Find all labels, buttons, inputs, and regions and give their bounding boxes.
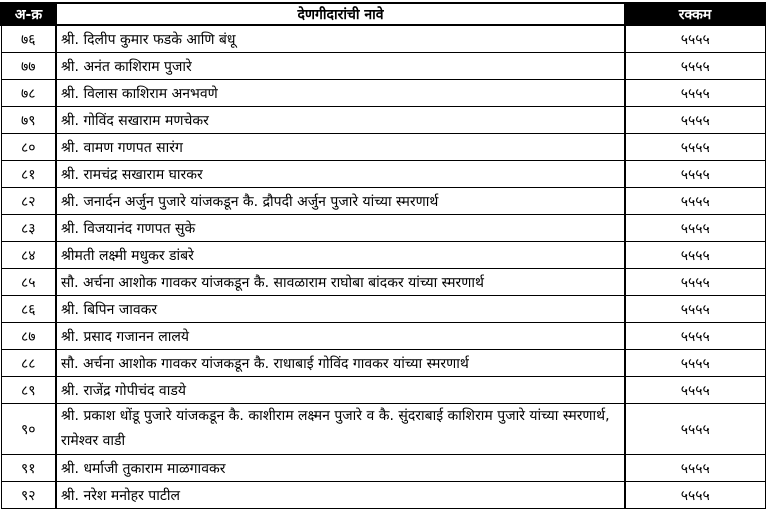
row-number: ७८ xyxy=(1,80,56,107)
donation-amount: ५५५५ xyxy=(625,242,765,269)
donation-amount: ५५५५ xyxy=(625,269,765,296)
donation-amount: ५५५५ xyxy=(625,323,765,350)
row-number: ८७ xyxy=(1,323,56,350)
donor-name: श्री. वामण गणपत सारंग xyxy=(56,134,625,161)
donor-name: श्री. रामचंद्र सखाराम घारकर xyxy=(56,161,625,188)
donor-name: श्री. राजेंद्र गोपीचंद वाडये xyxy=(56,377,625,404)
donation-amount: ५५५५ xyxy=(625,215,765,242)
row-number: ८५ xyxy=(1,269,56,296)
donation-amount: ५५५५ xyxy=(625,53,765,80)
donor-name: श्री. अनंत काशिराम पुजारे xyxy=(56,53,625,80)
header-number: अ-क्र xyxy=(1,3,56,25)
donation-amount: ५५५५ xyxy=(625,80,765,107)
table-row xyxy=(1,350,765,377)
row-number: ७६ xyxy=(1,25,56,53)
donor-name: श्री. प्रसाद गजानन लालये xyxy=(56,323,625,350)
table-row xyxy=(1,188,765,215)
table-row xyxy=(1,161,765,188)
table-row xyxy=(1,242,765,269)
header-amount: रक्कम xyxy=(625,3,765,25)
table-row xyxy=(1,25,765,53)
donation-amount: ५५५५ xyxy=(625,107,765,134)
table-row xyxy=(1,80,765,107)
donation-amount: ५५५५ xyxy=(625,134,765,161)
donation-amount: ५५५५ xyxy=(625,482,765,509)
donation-amount: ५५५५ xyxy=(625,188,765,215)
row-number: ८१ xyxy=(1,161,56,188)
header-names: देणगीदारांची नावे xyxy=(56,3,625,25)
donor-name: सौ. अर्चना आशोक गावकर यांजकडून कै. सावळाराम राघोबा बांदकर यांच्या स्मरणार्थ xyxy=(56,269,625,296)
header-row xyxy=(1,3,765,25)
row-number: ८३ xyxy=(1,215,56,242)
donor-name: श्री. विजयानंद गणपत सुके xyxy=(56,215,625,242)
row-number: ९० xyxy=(1,404,56,455)
donor-name: श्री. गोविंद सखाराम मणचेकर xyxy=(56,107,625,134)
row-number: ७९ xyxy=(1,107,56,134)
table-row xyxy=(1,107,765,134)
donor-name: श्री. प्रकाश धोंडू पुजारे यांजकडून कै. काशीराम लक्ष्मन पुजारे व कै. सुंदराबाई काशिराम पुजारे यांच्या स्मरणार्थ, रामेश्वर वाडी xyxy=(56,404,625,455)
table-row xyxy=(1,215,765,242)
donation-amount: ५५५५ xyxy=(625,377,765,404)
donation-amount: ५५५५ xyxy=(625,404,765,455)
donor-name: श्री. नरेश मनोहर पाटील xyxy=(56,482,625,509)
table-row xyxy=(1,269,765,296)
donor-name: श्री. जनार्दन अर्जुन पुजारे यांजकडून कै. द्रौपदी अर्जुन पुजारे यांच्या स्मरणार्थ xyxy=(56,188,625,215)
donor-name: श्री. दिलीप कुमार फडके आणि बंधू xyxy=(56,25,625,53)
row-number: ८९ xyxy=(1,377,56,404)
table-row xyxy=(1,455,765,482)
table-row xyxy=(1,296,765,323)
row-number: ८८ xyxy=(1,350,56,377)
donation-amount: ५५५५ xyxy=(625,25,765,53)
table-row xyxy=(1,404,765,455)
row-number: ८२ xyxy=(1,188,56,215)
donation-amount: ५५५५ xyxy=(625,350,765,377)
table-row xyxy=(1,134,765,161)
row-number: ८६ xyxy=(1,296,56,323)
donation-amount: ५५५५ xyxy=(625,161,765,188)
donor-table xyxy=(0,2,766,509)
donation-amount: ५५५५ xyxy=(625,455,765,482)
table-row xyxy=(1,377,765,404)
table-row xyxy=(1,53,765,80)
donor-name: सौ. अर्चना आशोक गावकर यांजकडून कै. राधाबाई गोविंद गावकर यांच्या स्मरणार्थ xyxy=(56,350,625,377)
row-number: ८४ xyxy=(1,242,56,269)
row-number: ९१ xyxy=(1,455,56,482)
donor-name: श्री. बिपिन जावकर xyxy=(56,296,625,323)
row-number: ७७ xyxy=(1,53,56,80)
donor-name: श्रीमती लक्ष्मी मधुकर डांबरे xyxy=(56,242,625,269)
donation-amount: ५५५५ xyxy=(625,296,765,323)
table-row xyxy=(1,323,765,350)
table-row xyxy=(1,482,765,509)
donor-name: श्री. धर्माजी तुकाराम माळगावकर xyxy=(56,455,625,482)
donor-name: श्री. विलास काशिराम अनभवणे xyxy=(56,80,625,107)
row-number: ९२ xyxy=(1,482,56,509)
row-number: ८० xyxy=(1,134,56,161)
